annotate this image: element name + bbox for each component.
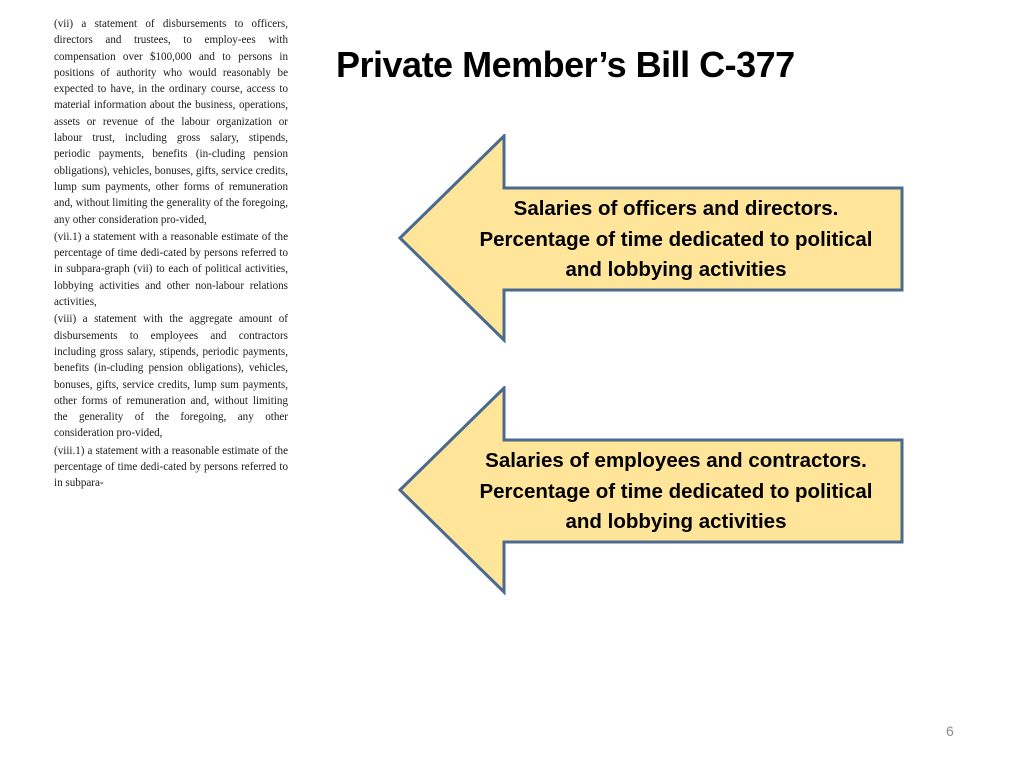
callout-officers — [396, 134, 906, 346]
callout-line: Salaries of employees and contractors. — [485, 449, 867, 472]
bill-excerpt — [54, 16, 288, 493]
callout-text — [452, 446, 900, 538]
excerpt-paragraph: (vii.1) a statement with a reasonable estimate of the percentage of time dedi-cated by persons referred to in subpara-graph (vii) to each of political activities, lobbying activities and other non-labour relations activities, — [54, 230, 288, 309]
excerpt-paragraph: (vii) a statement of disbursements to officers, directors and trustees, to employ-ees with compensation over $100,000 and to persons in positions of authority who would reasonably be expected to have, in the ordinary course, access to material information about the business, operations, assets or revenue of the labour organization or labour trust, including gross salary, stipends, periodic payments, benefits (in-cluding pension obligations), vehicles, bonuses, gifts, service credits, lump sum payments, other forms of remuneration and, without limiting the generality of the foregoing, any other consideration pro-vided, — [54, 18, 288, 226]
callout-line: Percentage of time dedicated to political — [479, 479, 873, 503]
callout-employees — [396, 386, 906, 598]
callout-line: and lobbying activities — [565, 258, 787, 281]
callout-line: Salaries of officers and directors. — [513, 197, 839, 220]
excerpt-paragraph: (viii.1) a statement with a reasonable estimate of the percentage of time dedi-cated by persons referred to in subpara- — [54, 444, 288, 490]
slide-number: 6 — [946, 723, 954, 739]
callout-text — [452, 194, 900, 286]
excerpt-paragraph: (viii) a statement with the aggregate amount of disbursements to employees and contractors including gross salary, stipends, periodic payments, benefits (in-cluding pension obligations), vehicles, bonuses, gifts, service credits, lump sum payments, other forms of remuneration and, without limiting the generality of the foregoing, any other consideration pro-vided, — [54, 313, 288, 440]
callout-line: Percentage of time dedicated to political — [479, 227, 873, 251]
slide-title: Private Member’s Bill C-377 — [336, 44, 795, 85]
callout-line: and lobbying activities — [565, 510, 787, 533]
